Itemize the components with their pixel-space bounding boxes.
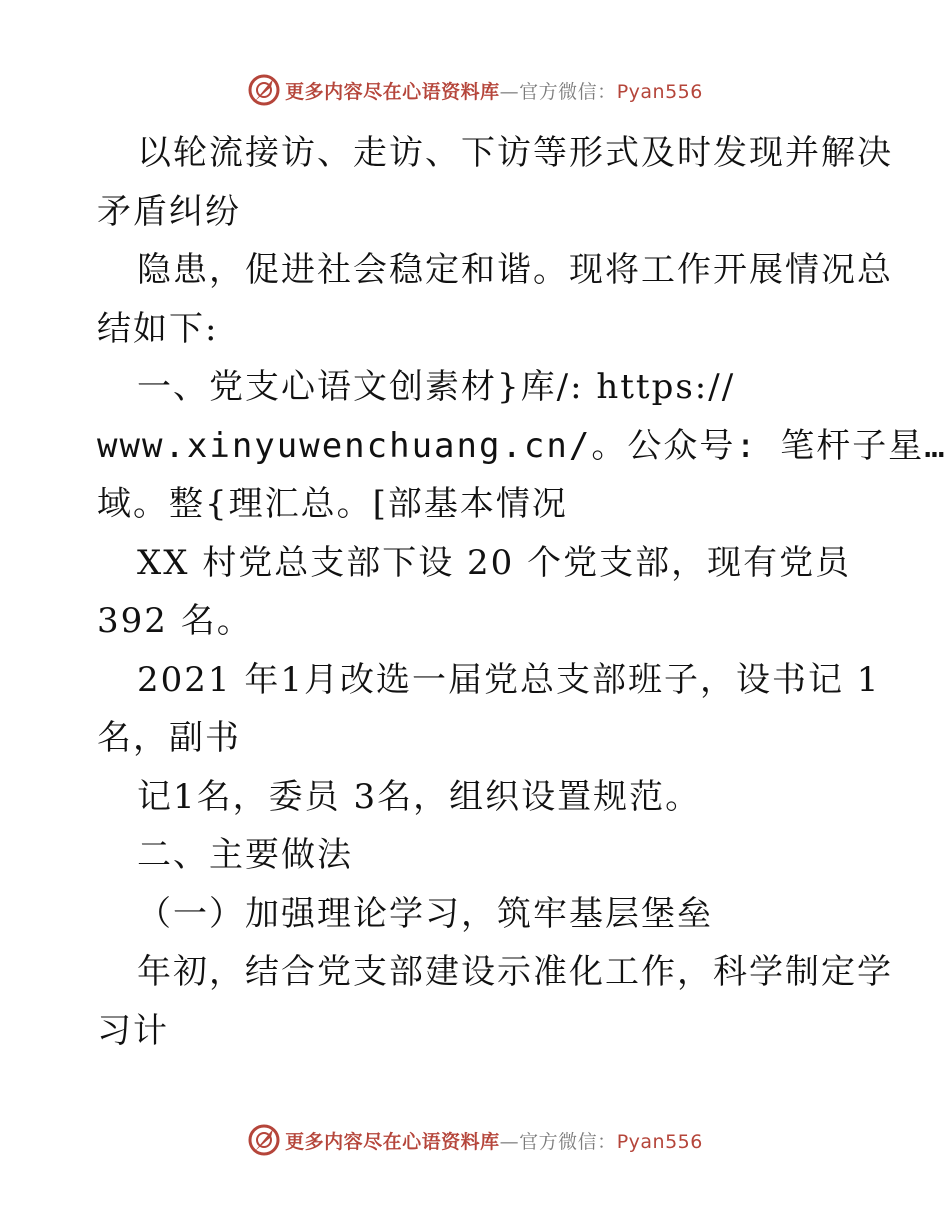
banner-wechat-id: Pyan556 [616,80,703,103]
banner-main-text: 更多内容尽在心语资料库 [285,80,500,103]
banner-dash: — [499,1130,520,1153]
section-heading: 二、主要做法 [137,835,353,875]
quill-logo-icon [247,73,281,107]
text-line: 2021 年1月改选一届党总支部班子，设书记 1 [137,659,881,700]
banner-official-label: 官方微信： [519,80,617,103]
document-body [97,124,947,1060]
quill-logo-icon [247,1123,281,1157]
text-line: 隐患，促进社会稳定和谐。现将工作开展情况总 [137,250,893,290]
text-line: 矛盾纠纷 [97,191,241,232]
text-line: 年初，结合党支部建设示准化工作，科学制定学 [137,952,893,992]
text-line: 结如下: [97,308,219,349]
text-line: XX 村党总支部下设 20 个党支部，现有党员 [137,542,852,583]
banner-official-label: 官方微信： [519,1130,617,1153]
footer-watermark [0,1120,950,1160]
banner-wechat-id: Pyan556 [616,1130,703,1153]
banner-main-text: 更多内容尽在心语资料库 [285,1130,500,1153]
text-line: 392 名。 [97,601,253,641]
text-line: 习计 [97,1010,169,1051]
text-line: 域。整{理汇总。[部基本情况 [97,484,568,524]
text-line: 以轮流接访、走访、下访等形式及时发现并解决 [137,133,893,173]
header-watermark [0,70,950,110]
text-line: 名，副书 [97,718,241,758]
banner-dash: — [499,80,520,103]
subsection-heading: （一）加强理论学习，筑牢基层堡垒 [137,893,713,934]
text-line: www.xinyuwenchuang.cn/。公众号: 笔杆子星… [97,425,947,466]
text-line: 记1名，委员 3名，组织设置规范。 [137,776,702,817]
text-line: 一、党支心语文创素材}库/: https:// [137,367,736,407]
